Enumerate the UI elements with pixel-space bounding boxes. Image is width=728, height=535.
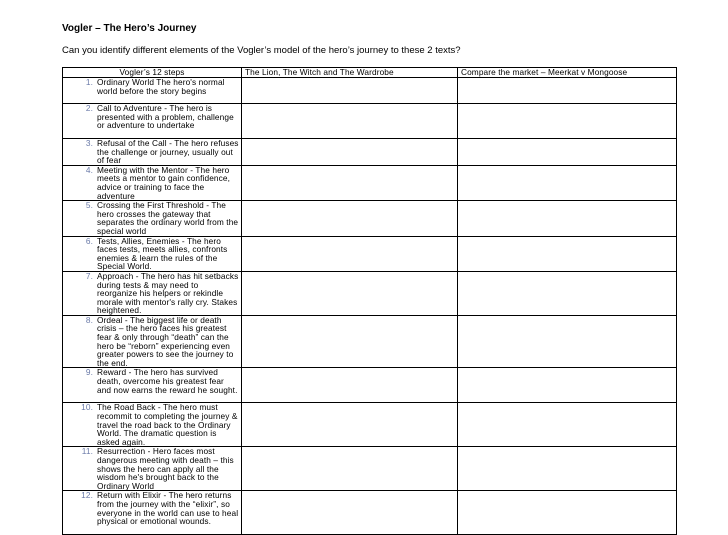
step-cell (63, 236, 242, 271)
header-steps: Vogler’s 12 steps (63, 68, 242, 78)
step-number: 1. (85, 77, 93, 87)
table-row (63, 368, 677, 403)
step-text: The Road Back - The hero must recommit to completing the journey & travel the road back to the Ordinary World. The dramatic question is asked again. (97, 402, 238, 447)
step-text: Return with Elixir - The hero returns from the journey with the “elixir”, so everyone in the world can use to heal physical or emotional wounds. (97, 490, 239, 527)
answer-cell-lion[interactable] (242, 236, 458, 271)
step-text: Resurrection - Hero faces most dangerous meeting with death – this shows the hero can apply all the wisdom he's brought back to the Ordinary World (97, 446, 234, 491)
answer-cell-meerkat[interactable] (458, 491, 677, 535)
answer-cell-lion[interactable] (242, 271, 458, 315)
step-number: 12. (81, 490, 93, 501)
table-row (63, 78, 677, 104)
step-text: Ordinary World The hero's normal world before the story begins (97, 77, 225, 96)
answer-cell-meerkat[interactable] (458, 271, 677, 315)
step-text: Reward - The hero has survived death, overcome his greatest fear and now earns the reward he sought. (97, 367, 238, 395)
step-cell (63, 447, 242, 491)
step-cell (63, 368, 242, 403)
step-cell (63, 104, 242, 139)
header-lion-witch-wardrobe: The Lion, The Witch and The Wardrobe (242, 68, 458, 78)
table-row (63, 104, 677, 139)
step-number: 5. (85, 200, 93, 211)
table-row (63, 165, 677, 200)
step-text: Meeting with the Mentor - The hero meets a mentor to gain confidence, advice or training to face the adventure (97, 164, 230, 201)
header-row (63, 68, 677, 78)
table-row (63, 403, 677, 447)
table-row (63, 139, 677, 166)
step-text: Approach - The hero has hit setbacks during tests & may need to reorganize his helpers or rekindle morale with mentor's rally cry. Stakes heightened. (97, 270, 239, 316)
table-row (63, 201, 677, 236)
answer-cell-lion[interactable] (242, 315, 458, 368)
table-row (63, 236, 677, 271)
answer-cell-lion[interactable] (242, 491, 458, 535)
table-row (63, 447, 677, 491)
answer-cell-meerkat[interactable] (458, 104, 677, 139)
step-number: 7. (85, 270, 93, 281)
answer-cell-lion[interactable] (242, 78, 458, 104)
answer-cell-lion[interactable] (242, 165, 458, 200)
step-text: Tests, Allies, Enemies - The hero faces tests, meets allies, confronts enemies & learn the rules of the Special World. (97, 235, 228, 272)
step-number: 11. (81, 446, 93, 457)
step-cell (63, 139, 242, 166)
answer-cell-lion[interactable] (242, 447, 458, 491)
step-number: 6. (85, 235, 93, 246)
step-cell (63, 271, 242, 315)
answer-cell-meerkat[interactable] (458, 165, 677, 200)
question-text: Can you identify different elements of the Vogler’s model of the hero’s journey to these 2 texts? (62, 45, 461, 56)
step-cell (63, 201, 242, 236)
step-cell (63, 315, 242, 368)
step-text: Crossing the First Threshold - The hero crosses the gateway that separates the ordinary world from the special world (97, 200, 239, 236)
step-number: 2. (85, 103, 93, 113)
answer-cell-meerkat[interactable] (458, 78, 677, 104)
step-cell (63, 491, 242, 535)
step-cell (63, 403, 242, 447)
answer-cell-lion[interactable] (242, 403, 458, 447)
step-cell (63, 165, 242, 200)
step-number: 10. (81, 402, 93, 413)
answer-cell-meerkat[interactable] (458, 236, 677, 271)
journey-table (62, 67, 677, 535)
answer-cell-meerkat[interactable] (458, 368, 677, 403)
answer-cell-lion[interactable] (242, 201, 458, 236)
step-number: 8. (85, 314, 93, 325)
page-title: Vogler – The Hero’s Journey (62, 23, 197, 34)
step-number: 4. (85, 164, 93, 175)
step-text: Refusal of the Call - The hero refuses the challenge or journey, usually out of fear (97, 138, 239, 166)
step-text: Ordeal - The biggest life or death crisis – the hero faces his greatest fear & only through “death” can the hero be “reborn” experiencing even greater powers to see the journey to the end. (97, 314, 234, 368)
answer-cell-lion[interactable] (242, 139, 458, 166)
step-number: 9. (85, 367, 93, 378)
table-row (63, 315, 677, 368)
answer-cell-lion[interactable] (242, 368, 458, 403)
answer-cell-meerkat[interactable] (458, 315, 677, 368)
answer-cell-meerkat[interactable] (458, 139, 677, 166)
answer-cell-lion[interactable] (242, 104, 458, 139)
table-row (63, 271, 677, 315)
answer-cell-meerkat[interactable] (458, 201, 677, 236)
step-text: Call to Adventure - The hero is presented with a problem, challenge or adventure to undertake (97, 103, 234, 131)
step-cell (63, 78, 242, 104)
step-number: 3. (85, 138, 93, 148)
table-row (63, 491, 677, 535)
header-compare-the-market: Compare the market – Meerkat v Mongoose (458, 68, 677, 78)
answer-cell-meerkat[interactable] (458, 403, 677, 447)
answer-cell-meerkat[interactable] (458, 447, 677, 491)
